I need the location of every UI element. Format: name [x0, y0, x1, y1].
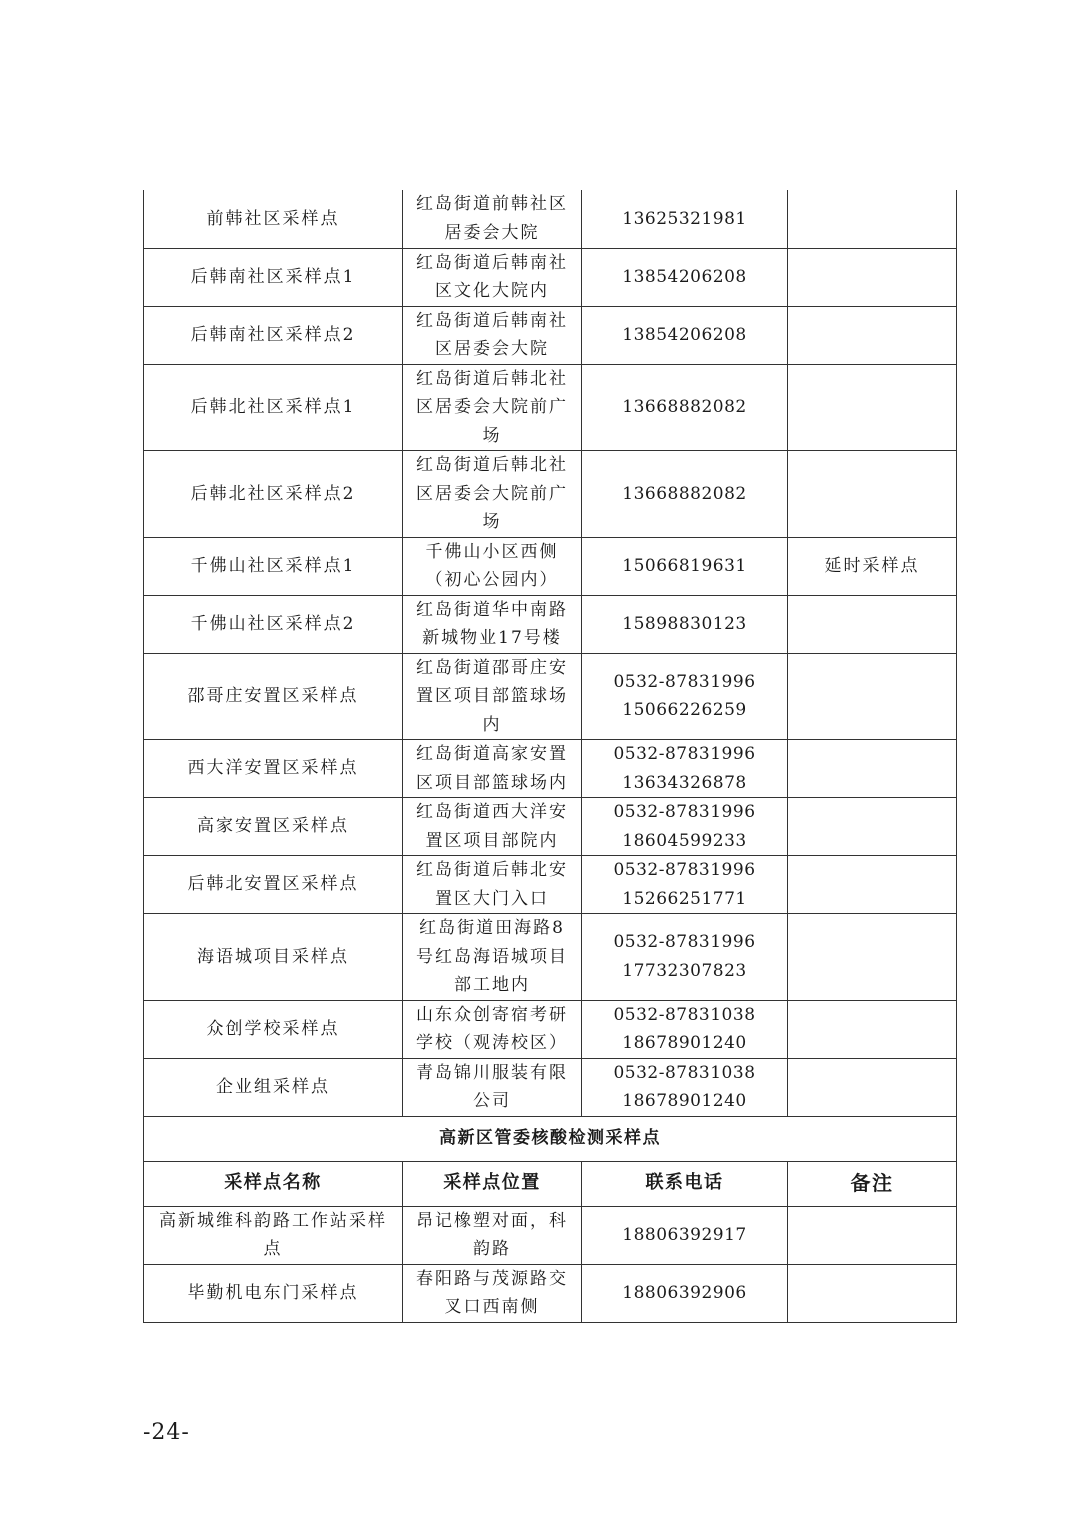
phone-number: 13854206208 [622, 324, 747, 345]
header-row [144, 1161, 957, 1206]
site-name: 后韩北安置区采样点 [144, 856, 403, 914]
table-row [144, 595, 957, 653]
phone-number: 13668882082 [622, 483, 747, 504]
site-name: 后韩南社区采样点1 [144, 248, 403, 306]
site-phone [582, 914, 788, 1001]
site-name: 高家安置区采样点 [144, 798, 403, 856]
site-note [788, 190, 957, 248]
table-row [144, 451, 957, 538]
site-note [788, 451, 957, 538]
site-phone [582, 1000, 788, 1058]
site-location: 千佛山小区西侧（初心公园内） [403, 537, 582, 595]
site-location: 山东众创寄宿考研学校（观涛校区） [403, 1000, 582, 1058]
site-location: 春阳路与茂源路交叉口西南侧 [403, 1264, 582, 1322]
table-row [144, 190, 957, 248]
site-location: 红岛街道高家安置区项目部篮球场内 [403, 740, 582, 798]
site-phone [582, 1058, 788, 1116]
site-note [788, 1000, 957, 1058]
table-row [144, 856, 957, 914]
phone-number: 18604599233 [622, 830, 747, 851]
header-name: 采样点名称 [144, 1161, 403, 1206]
site-name: 后韩北社区采样点1 [144, 364, 403, 451]
site-name: 千佛山社区采样点1 [144, 537, 403, 595]
phone-number: 18678901240 [622, 1091, 747, 1111]
table-row [144, 537, 957, 595]
table-row [144, 248, 957, 306]
site-note [788, 1058, 957, 1116]
site-location: 红岛街道后韩北社区居委会大院前广场 [403, 364, 582, 451]
table-row [144, 653, 957, 740]
section-title-row [144, 1116, 957, 1161]
site-location: 红岛街道后韩南社区居委会大院 [403, 306, 582, 364]
site-phone [582, 1264, 788, 1322]
site-phone [582, 537, 788, 595]
site-name: 毕勤机电东门采样点 [144, 1264, 403, 1322]
phone-number: 18806392917 [622, 1224, 747, 1245]
site-location: 红岛街道后韩南社区文化大院内 [403, 248, 582, 306]
site-name: 后韩南社区采样点2 [144, 306, 403, 364]
table-row [144, 798, 957, 856]
sampling-points-table [143, 190, 957, 1323]
table-row [144, 740, 957, 798]
site-name: 前韩社区采样点 [144, 190, 403, 248]
site-name: 千佛山社区采样点2 [144, 595, 403, 653]
site-phone [582, 190, 788, 248]
site-note [788, 914, 957, 1001]
phone-number: 0532-87831038 [613, 1004, 756, 1025]
section-title: 高新区管委核酸检测采样点 [144, 1116, 957, 1161]
site-phone [582, 595, 788, 653]
phone-number: 15898830123 [622, 613, 747, 634]
table-row [144, 1264, 957, 1322]
header-note: 备注 [788, 1161, 957, 1206]
site-location: 红岛街道后韩北安置区大门入口 [403, 856, 582, 914]
phone-number: 18678901240 [622, 1033, 747, 1053]
site-location: 红岛街道田海路8号红岛海语城项目部工地内 [403, 914, 582, 1001]
phone-number: 0532-87831996 [613, 744, 756, 764]
site-location: 红岛街道西大洋安置区项目部院内 [403, 798, 582, 856]
site-phone [582, 653, 788, 740]
site-phone [582, 798, 788, 856]
phone-number: 0532-87831996 [613, 802, 756, 822]
site-phone [582, 306, 788, 364]
phone-number: 18806392906 [622, 1282, 747, 1303]
site-note [788, 856, 957, 914]
site-name: 海语城项目采样点 [144, 914, 403, 1001]
site-note [788, 595, 957, 653]
phone-number: 13634326878 [622, 772, 747, 793]
phone-number: 13668882082 [622, 397, 747, 417]
phone-number: 15066819631 [622, 555, 747, 576]
site-phone [582, 1206, 788, 1264]
site-name: 邵哥庄安置区采样点 [144, 653, 403, 740]
site-location: 红岛街道前韩社区居委会大院 [403, 190, 582, 248]
site-note [788, 740, 957, 798]
table-row [144, 1000, 957, 1058]
phone-number: 0532-87831038 [613, 1062, 756, 1083]
site-location: 红岛街道后韩北社区居委会大院前广场 [403, 451, 582, 538]
phone-number: 0532-87831996 [613, 671, 756, 692]
site-note [788, 1206, 957, 1264]
site-note [788, 364, 957, 451]
site-location: 红岛街道邵哥庄安置区项目部篮球场内 [403, 653, 582, 740]
site-location: 红岛街道华中南路新城物业17号楼 [403, 595, 582, 653]
site-note [788, 653, 957, 740]
phone-number: 15266251771 [622, 888, 747, 909]
site-name: 众创学校采样点 [144, 1000, 403, 1058]
site-note [788, 306, 957, 364]
phone-number: 17732307823 [622, 960, 747, 981]
site-location: 青岛锦川服装有限公司 [403, 1058, 582, 1116]
site-name: 西大洋安置区采样点 [144, 740, 403, 798]
site-phone [582, 740, 788, 798]
site-phone [582, 856, 788, 914]
site-location: 昂记橡塑对面，科韵路 [403, 1206, 582, 1264]
site-name: 企业组采样点 [144, 1058, 403, 1116]
page-number: -24- [143, 1420, 190, 1445]
site-name: 高新城维科韵路工作站采样点 [144, 1206, 403, 1264]
site-phone [582, 248, 788, 306]
site-note: 延时采样点 [788, 537, 957, 595]
table-row [144, 1058, 957, 1116]
phone-number: 13625321981 [622, 208, 747, 229]
phone-number: 15066226259 [622, 700, 747, 721]
site-note [788, 1264, 957, 1322]
header-phone: 联系电话 [582, 1161, 788, 1206]
table-row [144, 364, 957, 451]
site-phone [582, 451, 788, 538]
site-phone [582, 364, 788, 451]
phone-number: 0532-87831996 [613, 860, 756, 880]
phone-number: 0532-87831996 [613, 932, 756, 953]
header-location: 采样点位置 [403, 1161, 582, 1206]
site-name: 后韩北社区采样点2 [144, 451, 403, 538]
table-row [144, 306, 957, 364]
site-note [788, 798, 957, 856]
phone-number: 13854206208 [622, 266, 747, 287]
site-note [788, 248, 957, 306]
table-row [144, 914, 957, 1001]
table-row [144, 1206, 957, 1264]
